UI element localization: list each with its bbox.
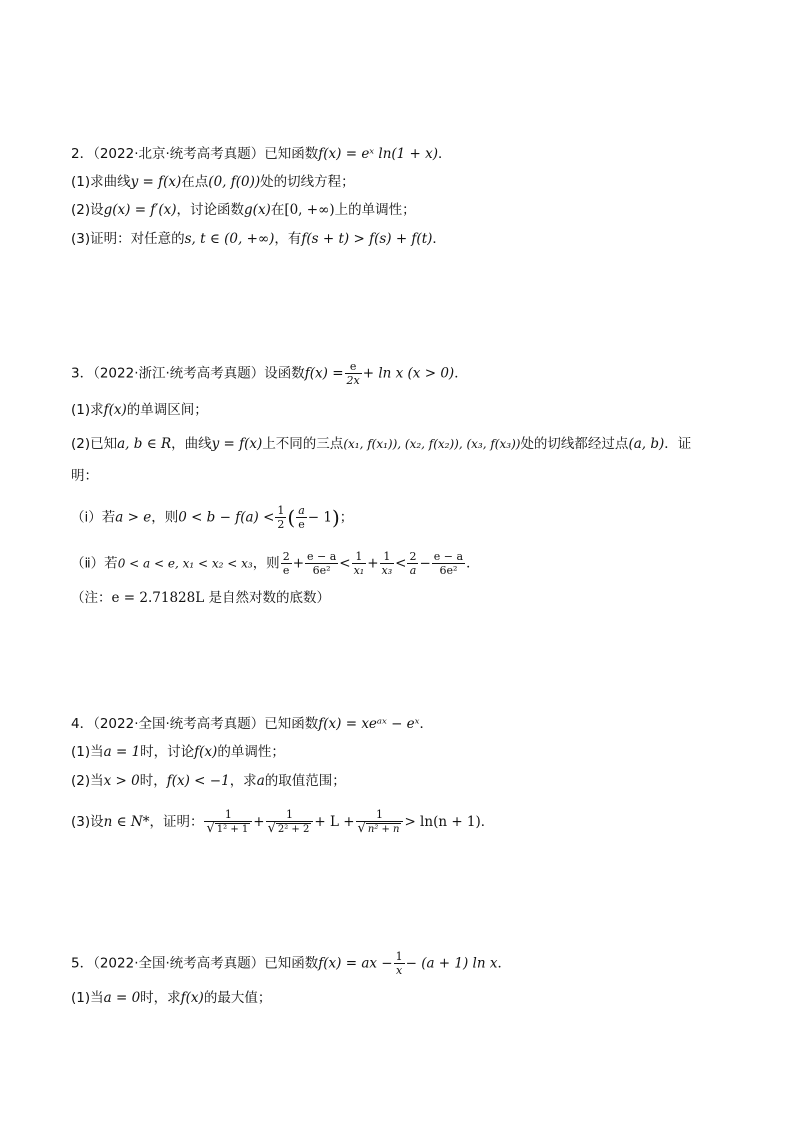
denominator: e	[298, 518, 305, 531]
radicand: 1² + 1	[216, 824, 249, 835]
text: ．	[497, 955, 511, 972]
paren-open: (	[287, 505, 296, 530]
denominator: x	[395, 964, 403, 977]
math: y = f(x)	[211, 436, 263, 452]
text: 上不同的三点	[262, 436, 344, 452]
text: 在点	[181, 174, 209, 190]
q3-note	[71, 588, 330, 608]
math: a = 0	[103, 990, 141, 1006]
text: 处的切线都经过点	[520, 436, 629, 452]
text: (3)证明：对任意的	[71, 231, 185, 247]
text: ，曲线	[171, 436, 212, 452]
math: a	[256, 773, 265, 789]
numerator: 1	[380, 550, 395, 564]
denominator: x₁	[353, 564, 365, 577]
numerator: 1	[395, 950, 403, 963]
text: 的单调区间；	[126, 402, 208, 418]
fraction	[275, 504, 286, 531]
q3-sub-i	[71, 504, 353, 531]
numerator: 2	[409, 550, 417, 563]
text: 上的单调性；	[334, 202, 416, 218]
q5-header-line	[71, 950, 511, 977]
q2-part1	[71, 172, 355, 192]
q2-tail: ．	[438, 146, 452, 162]
q3-header: 3．（2022·浙江·统考高考真题）设函数	[71, 365, 305, 382]
text: 处的切线方程；	[260, 174, 355, 190]
math: f(s + t) > f(s) + f(t)	[301, 231, 433, 247]
text: 的取值范围；	[264, 773, 346, 789]
q2-expr: f(x) = eˣ ln(1 + x)	[318, 146, 439, 162]
fraction	[296, 504, 307, 531]
text: (1)求	[71, 402, 104, 418]
radicand: n² + n	[367, 824, 400, 835]
text: ．	[432, 231, 446, 247]
q2-part2	[71, 200, 416, 220]
q3-part2-cont	[71, 466, 98, 486]
denominator: x₃	[381, 564, 393, 577]
numerator: 1	[266, 808, 314, 822]
math: + ln x (x > 0)	[362, 365, 455, 382]
text: ．	[454, 365, 468, 382]
math: f(x) = ax −	[318, 955, 393, 972]
denominator: 2	[277, 518, 285, 531]
text: 时，求	[140, 990, 181, 1006]
text: (2)当	[71, 773, 104, 789]
text: （ⅰ）若	[71, 509, 116, 526]
fraction	[432, 550, 465, 577]
numerator: 1	[204, 808, 252, 822]
fraction	[345, 360, 362, 387]
text: ，则	[151, 509, 179, 526]
text: 时，讨论	[140, 744, 195, 760]
fraction	[266, 808, 314, 836]
text: ．	[419, 716, 433, 732]
text: 明：	[71, 468, 98, 484]
math: f(x) < −1	[166, 773, 230, 789]
math: f(x)	[194, 744, 218, 760]
q4-header-line	[71, 714, 433, 734]
q3-header-line	[71, 360, 468, 387]
text: (1)求曲线	[71, 174, 131, 190]
numerator: e − a	[307, 550, 337, 563]
text: ，有	[274, 231, 302, 247]
math: f(x) = xeᵃˣ − eˣ	[318, 716, 420, 732]
text: ；	[339, 509, 354, 526]
denominator: √ 1² + 1	[206, 821, 249, 836]
text: （注：	[71, 590, 112, 606]
math: f(x)	[103, 402, 127, 418]
text: (1)当	[71, 744, 104, 760]
math: y = f(x)	[130, 174, 182, 190]
math: g(x) = f′(x)	[103, 202, 177, 218]
numerator: 1	[352, 550, 367, 564]
denominator: √ n² + n	[357, 821, 400, 836]
q5-part1	[71, 988, 271, 1008]
denominator: 6e²	[312, 564, 331, 577]
math: (x₁, f(x₁)), (x₂, f(x₂)), (x₃, f(x₃))	[343, 437, 521, 451]
q2-header-line	[71, 144, 452, 164]
numerator: 1	[356, 808, 404, 822]
math: − 1	[307, 509, 332, 526]
text: 在	[270, 202, 285, 218]
q4-header: 4．（2022·全国·统考高考真题）已知函数	[71, 716, 319, 732]
text: 时，	[139, 773, 167, 789]
text: ，求	[229, 773, 257, 789]
text: 的最大值；	[203, 990, 272, 1006]
text: ，讨论函数	[176, 202, 245, 218]
text: (3)设	[71, 814, 104, 830]
numerator: e	[345, 360, 362, 374]
math: − (a + 1) ln x	[405, 955, 498, 972]
q2-part3	[71, 229, 446, 249]
denominator: a	[409, 564, 417, 577]
q3-sub-ii: （ⅱ）若0 < a < e, x₁ < x₂ < x₃，则 $\frac{2}{e}$ + $\frac{e - a}{\text{6e²}}$ < $\frac{1}{\text{x₁}}$ + $\frac{1}{\text{x₃}}$ < $\frac{2}{a}$ − $\frac{e - a}{\text{6e²}}$ ．	[71, 550, 480, 577]
math: a, b ∈ R	[117, 436, 172, 452]
text: （ⅱ）若	[71, 555, 118, 572]
text: ．	[466, 555, 480, 572]
numerator: a	[298, 504, 305, 517]
fraction	[281, 550, 292, 577]
math: f(x) =	[304, 365, 344, 382]
math: x > 0	[103, 773, 140, 789]
fraction	[356, 808, 404, 836]
math: n ∈ N*	[103, 814, 150, 830]
fraction	[204, 808, 252, 836]
fraction	[305, 550, 338, 577]
math: + L +	[314, 814, 355, 830]
numerator: e − a	[433, 550, 464, 563]
fraction	[352, 550, 367, 577]
paren-close: )	[331, 505, 340, 530]
math: s, t ∈ (0, +∞)	[184, 231, 275, 247]
q4-part3: (3)设n ∈ N*，证明： $\frac{1}{\text{√ 1² + 1}}$ + $\frac{1}{\text{√ 2² + 2}}$ + L + $\frac{1}{\text{√ n² + n}}$ > ln(n + 1)．	[71, 808, 495, 836]
math: f(x)	[180, 990, 204, 1006]
math: (0, f(0))	[208, 174, 261, 190]
fraction	[407, 550, 418, 577]
text: ，则	[252, 555, 280, 572]
math: [0, +∞)	[284, 202, 335, 218]
math: 0 < a < e, x₁ < x₂ < x₃	[117, 556, 253, 571]
text: (1)当	[71, 990, 104, 1006]
text: ，证明：	[149, 814, 204, 830]
q3-part2	[71, 434, 691, 454]
text: ．证	[664, 436, 692, 452]
math: 0 < b − f(a) <	[178, 509, 275, 526]
denominator: 2x	[346, 374, 360, 387]
text: (2)已知	[71, 436, 118, 452]
q4-part2	[71, 771, 346, 791]
denominator: e	[282, 564, 290, 577]
text: ．	[480, 814, 495, 830]
denominator: 6e²	[439, 564, 458, 577]
radicand: 2² + 2	[277, 824, 310, 835]
math: e = 2.71828L	[111, 590, 205, 606]
fraction	[394, 950, 405, 977]
q4-part1	[71, 742, 285, 762]
math: a > e	[115, 509, 152, 526]
math: (a, b)	[628, 436, 665, 452]
denominator: √ 2² + 2	[267, 821, 310, 836]
numerator: 2	[282, 550, 290, 563]
math: > ln(n + 1)	[404, 814, 481, 830]
text: (2)设	[71, 202, 104, 218]
text: 是自然对数的底数）	[204, 590, 330, 606]
q3-part1	[71, 400, 208, 420]
text: 的单调性；	[217, 744, 285, 760]
numerator: 1	[277, 504, 285, 517]
q5-header: 5．（2022·全国·统考高考真题）已知函数	[71, 955, 319, 972]
q2-header: 2．（2022·北京·统考高考真题）已知函数	[71, 146, 319, 162]
math: g(x)	[244, 202, 271, 218]
fraction	[380, 550, 395, 577]
math: a = 1	[103, 744, 141, 760]
